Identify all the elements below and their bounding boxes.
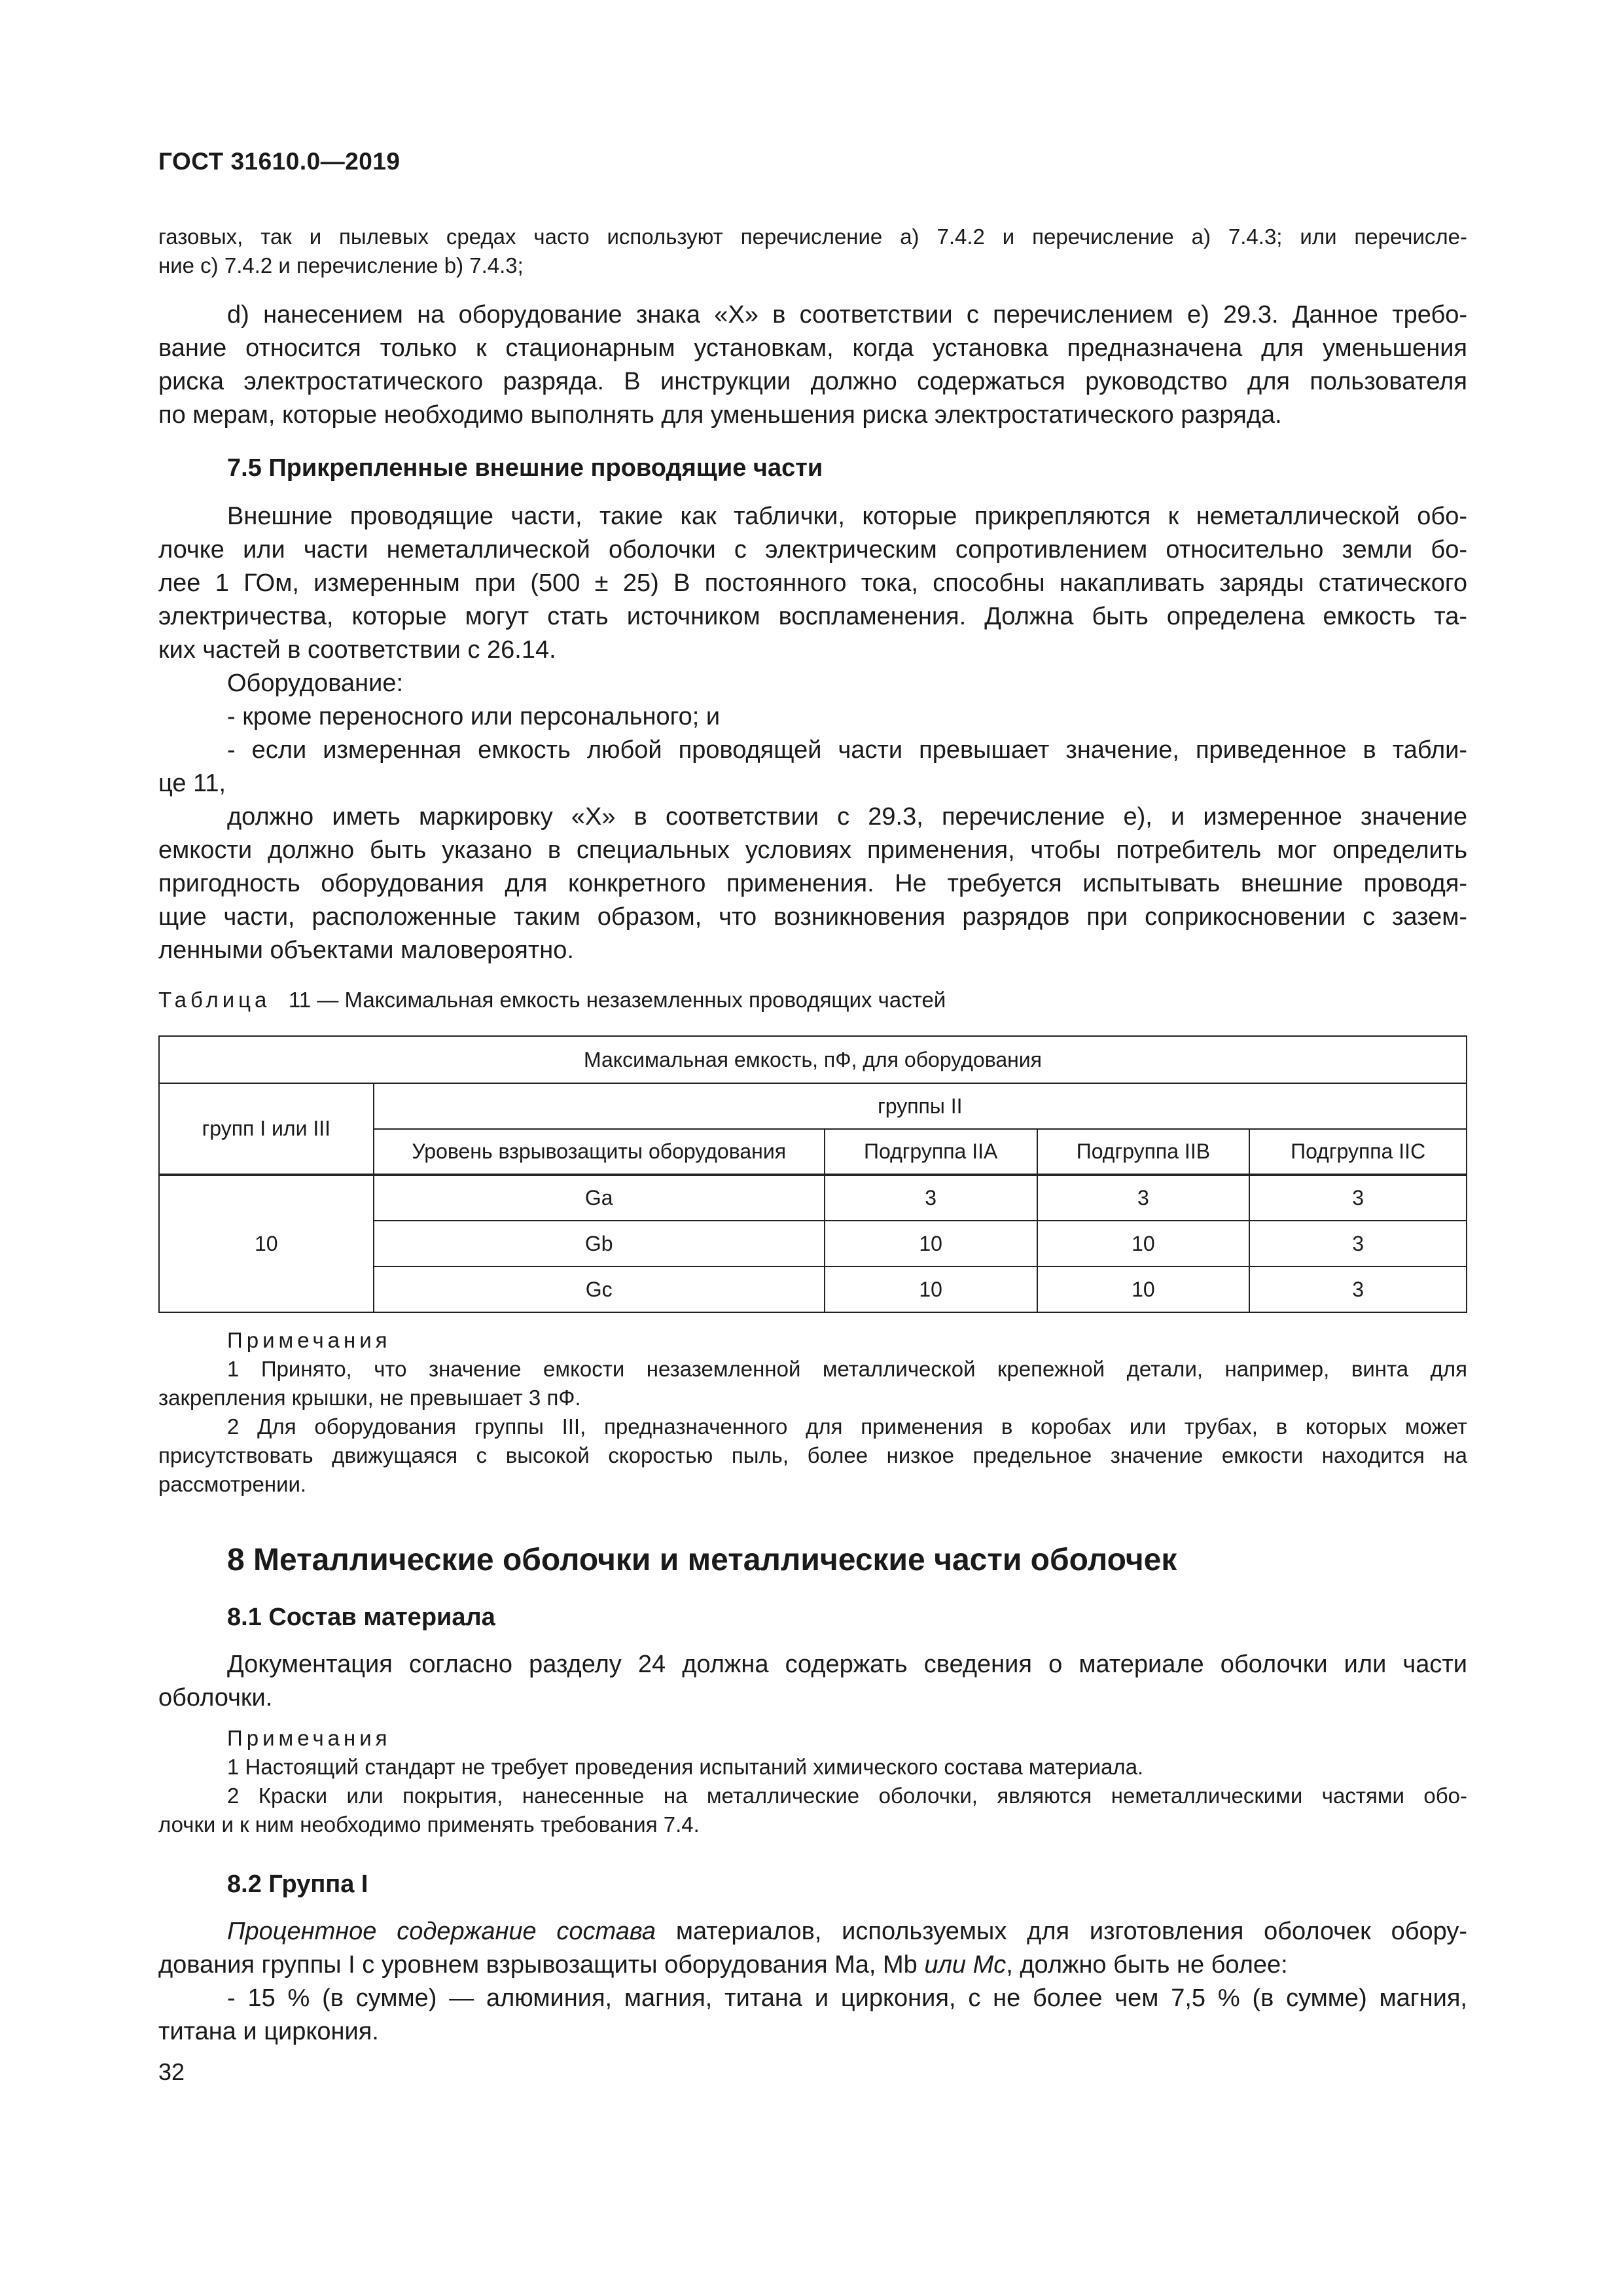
table-header-group-1-3: групп I или III: [159, 1083, 374, 1175]
table-cell-iib: 10: [1037, 1266, 1250, 1312]
paragraph-line: ленными объектами маловероятно.: [158, 937, 574, 964]
bullet-item: - если измеренная емкость любой проводящей части превышает значение, приведенное в табли-: [227, 736, 1467, 764]
item-d-line: вание относится только к стационарным установкам, когда установка предназначена для уменьшения: [158, 334, 1467, 362]
table-cell-iic: 3: [1249, 1221, 1467, 1266]
paragraph-line: [158, 1915, 1467, 1948]
table-header-row: [159, 1083, 1467, 1129]
table-notes: [158, 1326, 1467, 1499]
section-8-1-paragraph: [158, 1648, 1467, 1715]
table-header-row: [159, 1036, 1467, 1083]
document-header: ГОСТ 31610.0—2019: [158, 148, 401, 175]
item-d-line: d) нанесением на оборудование знака «X» в соответствии с перечислением е) 29.3. Данное требо-: [227, 301, 1467, 329]
notes-title: Примечания: [227, 1726, 391, 1750]
table-caption-word: Таблица: [158, 988, 271, 1012]
table-header-group-2: группы II: [374, 1083, 1467, 1129]
paragraph-line: емкости должно быть указано в специальных условиях применения, чтобы потребитель мог определить: [158, 836, 1467, 864]
table-cell-level: Gc: [374, 1266, 825, 1312]
note-line: 1 Принято, что значение емкости незаземленной металлической крепежной детали, например, винта для: [227, 1357, 1467, 1381]
italic-term: или Mc: [924, 1951, 1007, 1979]
note-line: 2 Для оборудования группы III, предназначенного для применения в коробах или трубах, в которых может: [227, 1414, 1467, 1439]
section-8-1-heading: 8.1 Состав материала: [227, 1604, 495, 1631]
paragraph-line: лочке или части неметаллической оболочки с электрическим сопротивлением относительно земли бо-: [158, 536, 1467, 564]
item-d-paragraph: [158, 298, 1467, 432]
bullet-item-continued: це 11,: [158, 770, 226, 797]
bullet-item: - кроме переносного или персонального; и: [227, 703, 721, 730]
bullet-item: - 15 % (в сумме) — алюминия, магния, титана и циркония, с не более чем 7,5 % (в сумме) магния,: [227, 1984, 1467, 2012]
table-11: [158, 1035, 1467, 1313]
section-8-2-heading: 8.2 Группа I: [227, 1871, 368, 1898]
note-line: закрепления крышки, не превышает 3 пФ.: [158, 1386, 581, 1410]
paragraph-line: пригодность оборудования для конкретного применения. Не требуется испытывать внешние проводя-: [158, 870, 1467, 897]
note-line: 2 Краски или покрытия, нанесенные на металлические оболочки, являются неметаллическими частями обо-: [227, 1784, 1467, 1808]
table-cell-group-1-3-value: 10: [159, 1175, 374, 1312]
paragraph-line: Внешние проводящие части, такие как таблички, которые прикрепляются к неметаллической обо-: [227, 503, 1467, 530]
section-8-heading: 8 Металлические оболочки и металлические части оболочек: [227, 1543, 1177, 1577]
intro-line: газовых, так и пылевых средах часто используют перечисление a) 7.4.2 и перечисление a) 7.4.3; или перечисле-: [158, 224, 1467, 249]
table-header-level: Уровень взрывозащиты оборудования: [374, 1129, 825, 1175]
paragraph-line: ких частей в соответствии с 26.14.: [158, 636, 556, 664]
table-cell-iib: 10: [1037, 1221, 1250, 1266]
paragraph-line: должно иметь маркировку «X» в соответствии с 29.3, перечисление е), и измеренное значение: [227, 803, 1467, 831]
bullet-item-continued: титана и циркония.: [158, 2018, 379, 2045]
table-caption-text: 11 — Максимальная емкость незаземленных проводящих частей: [288, 988, 946, 1012]
intro-line: ние c) 7.4.2 и перечисление b) 7.4.3;: [158, 253, 524, 278]
paragraph-line: Документация согласно разделу 24 должна содержать сведения о материале оболочки или части: [227, 1651, 1467, 1678]
section-7-5-paragraph-1: [158, 500, 1467, 967]
paragraph-line: электричества, которые могут стать источником воспламенения. Должна быть определена емкость та-: [158, 603, 1467, 630]
paragraph-line: [158, 1948, 1467, 1982]
section-8-1-notes: [158, 1724, 1467, 1839]
page-number: 32: [158, 2058, 185, 2085]
table-11-caption: [158, 986, 1467, 1014]
table-header-iib: Подгруппа IIB: [1037, 1129, 1250, 1175]
note-line: рассмотрении.: [158, 1472, 307, 1496]
table-cell-iia: 3: [825, 1175, 1037, 1221]
notes-title: Примечания: [227, 1328, 391, 1352]
paragraph-line: оболочки.: [158, 1684, 273, 1712]
table-header-iia: Подгруппа IIA: [825, 1129, 1037, 1175]
text-run: дования группы I с уровнем взрывозащиты оборудования Ma, Mb: [158, 1951, 925, 1979]
paragraph-line: лее 1 ГОм, измеренным при (500 ± 25) В постоянного тока, способны накапливать заряды статического: [158, 569, 1467, 597]
table-cell-iic: 3: [1249, 1175, 1467, 1221]
table-cell-iia: 10: [825, 1221, 1037, 1266]
note-line: 1 Настоящий стандарт не требует проведения испытаний химического состава материала.: [227, 1755, 1144, 1779]
text-run: материалов, используемых для изготовления оболочек обору-: [656, 1918, 1467, 1945]
equipment-label: Оборудование:: [227, 670, 404, 697]
paragraph-line: щие части, расположенные таким образом, что возникновения разрядов при соприкосновении с зазем-: [158, 903, 1467, 931]
section-8-2-paragraph: [158, 1915, 1467, 2049]
section-7-5-heading: 7.5 Прикрепленные внешние проводящие части: [227, 454, 823, 482]
table-cell-iia: 10: [825, 1266, 1037, 1312]
table-cell-level: Gb: [374, 1221, 825, 1266]
text-run: , должно быть не более:: [1006, 1951, 1288, 1979]
table-header-iic: Подгруппа IIC: [1249, 1129, 1467, 1175]
intro-paragraph: [158, 223, 1467, 280]
table-cell-iib: 3: [1037, 1175, 1250, 1221]
table-cell-level: Ga: [374, 1175, 825, 1221]
table-header-top: Максимальная емкость, пФ, для оборудования: [159, 1036, 1467, 1083]
table-cell-iic: 3: [1249, 1266, 1467, 1312]
table-row: [159, 1175, 1467, 1221]
item-d-line: по мерам, которые необходимо выполнять для уменьшения риска электростатического разряда.: [158, 401, 1282, 429]
italic-term: Процентное содержание состава: [227, 1918, 656, 1945]
note-line: присутствовать движущаяся с высокой скоростью пыль, более низкое предельное значение емкости находится на: [158, 1443, 1467, 1467]
item-d-line: риска электростатического разряда. В инструкции должно содержаться руководство для пользователя: [158, 368, 1467, 395]
note-line: лочки и к ним необходимо применять требования 7.4.: [158, 1812, 700, 1837]
